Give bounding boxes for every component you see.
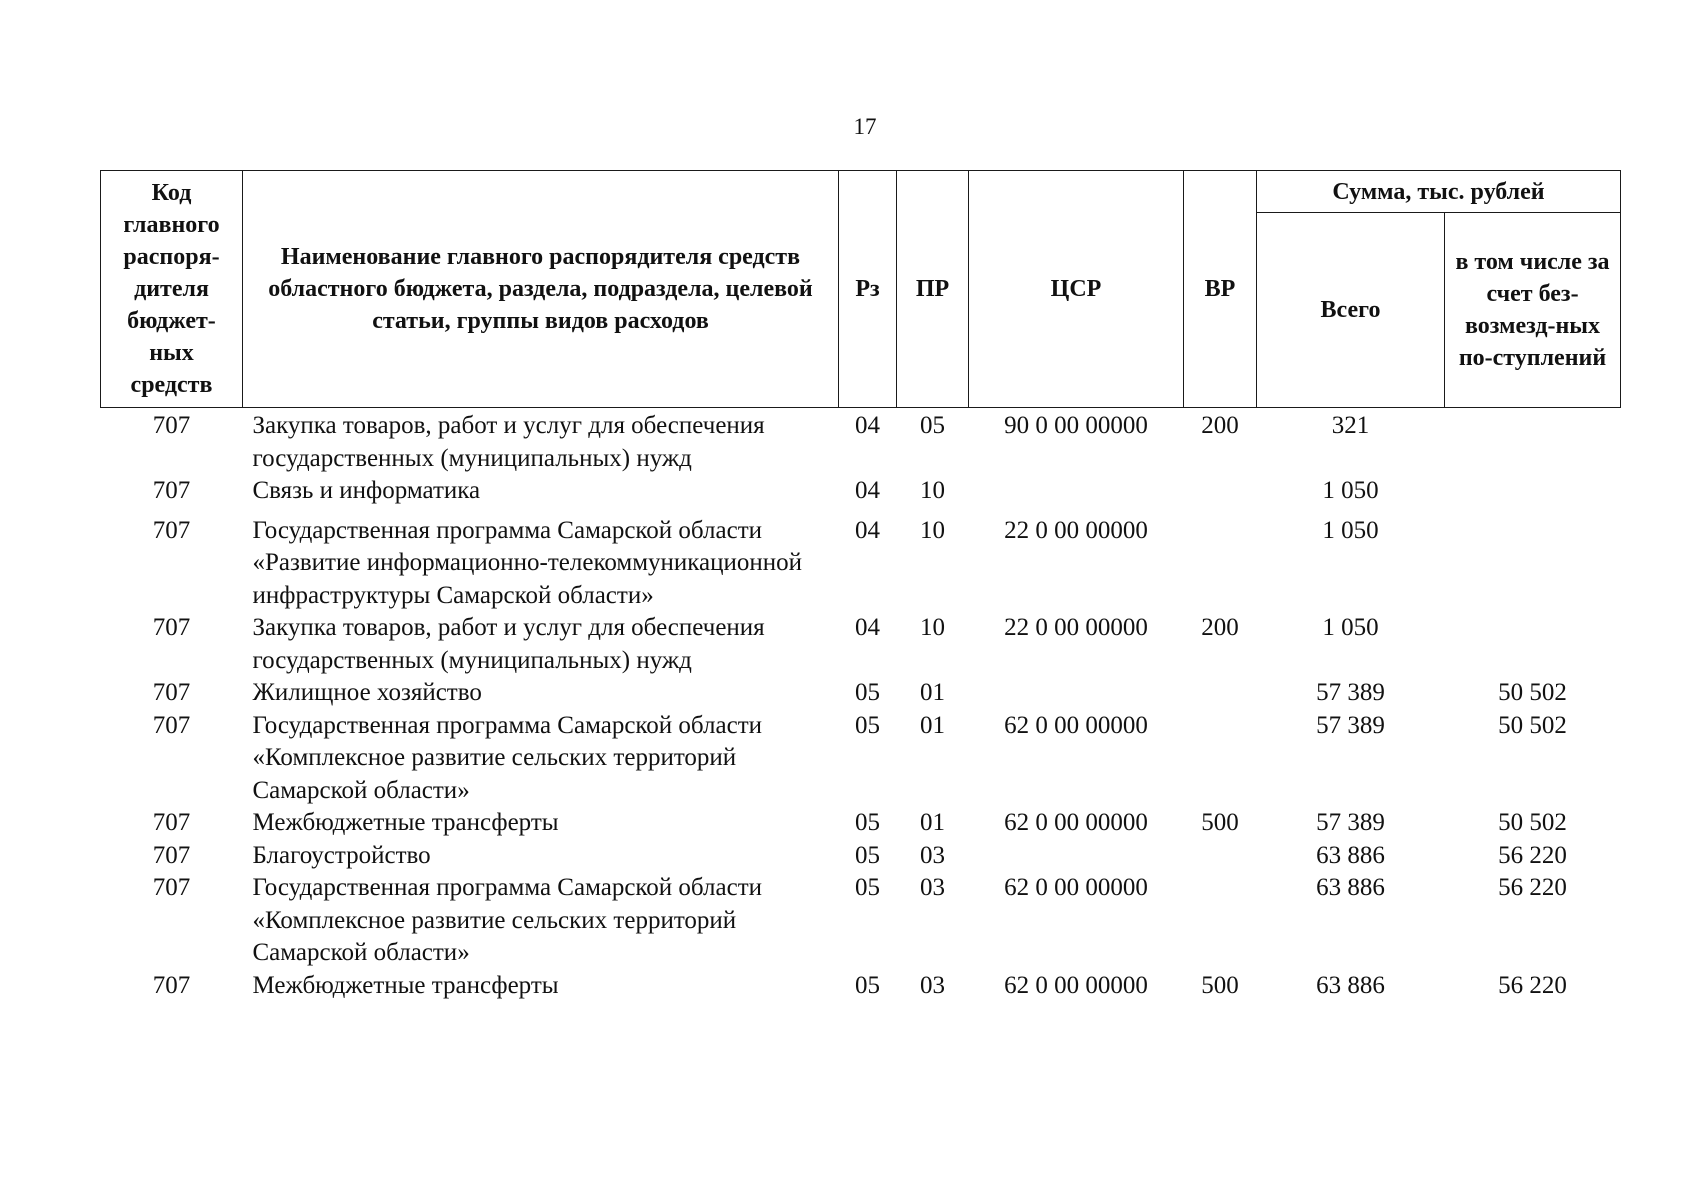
pr-cell: 01	[920, 711, 945, 739]
page-number: 17	[853, 114, 877, 139]
table-row	[101, 840, 1621, 873]
free-cell	[1445, 612, 1621, 677]
table-row	[101, 970, 1621, 1003]
vr-cell	[1184, 710, 1257, 808]
pr-cell: 10	[920, 516, 945, 544]
code-cell: 707	[152, 679, 191, 706]
name-cell: Государственная программа Самарской области «Комплексное развитие сельских территорий Самарской области»	[252, 874, 762, 966]
pr-cell: 03	[920, 874, 945, 901]
vr-cell	[1184, 508, 1257, 613]
vr-cell	[1184, 840, 1257, 873]
vr-cell: 200	[1201, 614, 1239, 641]
header-name: Наименование главного распорядителя средств областного бюджета, раздела, подраздела, целевой статьи, группы видов расходов	[243, 171, 839, 408]
code-cell: 707	[152, 412, 191, 439]
rz-cell: 05	[855, 874, 880, 901]
csr-cell: 62 0 00 00000	[1004, 711, 1148, 739]
rz-cell: 04	[855, 614, 880, 641]
code-cell: 707	[152, 614, 191, 641]
total-cell: 1 050	[1322, 614, 1379, 641]
total-cell: 57 389	[1316, 711, 1385, 739]
pr-cell: 03	[920, 841, 945, 869]
rz-cell: 04	[855, 477, 880, 504]
name-cell: Межбюджетные трансферты	[252, 971, 559, 999]
free-cell: 50 502	[1498, 679, 1567, 706]
table-row	[101, 408, 1621, 476]
name-cell: Жилищное хозяйство	[252, 679, 482, 706]
pr-cell: 05	[920, 412, 945, 439]
code-cell: 707	[152, 874, 191, 901]
table-row	[101, 475, 1621, 508]
budget-table	[100, 170, 1621, 1002]
code-cell: 707	[152, 809, 191, 836]
free-cell	[1445, 475, 1621, 508]
table-body	[101, 408, 1621, 1003]
code-cell: 707	[152, 971, 191, 999]
table-row	[101, 710, 1621, 808]
name-cell: Благоустройство	[252, 841, 431, 869]
code-cell: 707	[152, 711, 191, 739]
total-cell: 57 389	[1316, 809, 1385, 836]
csr-cell	[969, 840, 1184, 873]
header-sum-total: Всего	[1257, 213, 1445, 408]
header-vr: ВР	[1184, 171, 1257, 408]
code-cell: 707	[152, 477, 191, 504]
pr-cell: 01	[920, 809, 945, 836]
header-sum-free: в том числе за счет без-возмезд-ных по-ступлений	[1445, 213, 1621, 408]
free-cell: 56 220	[1498, 874, 1567, 901]
vr-cell: 500	[1201, 809, 1239, 836]
rz-cell: 04	[855, 412, 880, 439]
total-cell: 63 886	[1316, 874, 1385, 901]
rz-cell: 05	[855, 679, 880, 706]
csr-cell: 22 0 00 00000	[1004, 516, 1148, 544]
free-cell: 50 502	[1498, 711, 1567, 739]
table-header	[101, 171, 1621, 408]
free-cell	[1445, 508, 1621, 613]
total-cell: 63 886	[1316, 971, 1385, 999]
rz-cell: 05	[855, 971, 880, 999]
table-row	[101, 612, 1621, 677]
table-row	[101, 677, 1621, 710]
csr-cell: 62 0 00 00000	[1004, 971, 1148, 999]
csr-cell	[969, 677, 1184, 710]
csr-cell: 22 0 00 00000	[1004, 614, 1148, 641]
total-cell: 57 389	[1316, 679, 1385, 706]
table-row	[101, 872, 1621, 970]
header-csr: ЦСР	[969, 171, 1184, 408]
pr-cell: 10	[920, 614, 945, 641]
csr-cell	[969, 475, 1184, 508]
rz-cell: 05	[855, 841, 880, 869]
pr-cell: 10	[920, 477, 945, 504]
total-cell: 63 886	[1316, 841, 1385, 869]
name-cell: Закупка товаров, работ и услуг для обеспечения государственных (муниципальных) нужд	[252, 412, 765, 472]
name-cell: Государственная программа Самарской области «Комплексное развитие сельских территорий Самарской области»	[252, 711, 762, 804]
table-row	[101, 508, 1621, 613]
free-cell: 56 220	[1498, 971, 1567, 999]
header-sum-group: Сумма, тыс. рублей	[1257, 171, 1621, 213]
rz-cell: 04	[855, 516, 880, 544]
name-cell: Межбюджетные трансферты	[252, 809, 559, 836]
header-rz: Рз	[839, 171, 897, 408]
total-cell: 1 050	[1322, 516, 1379, 544]
total-cell: 1 050	[1322, 477, 1379, 504]
name-cell: Связь и информатика	[252, 477, 481, 504]
code-cell: 707	[152, 841, 191, 869]
free-cell	[1445, 408, 1621, 476]
name-cell: Закупка товаров, работ и услуг для обеспечения государственных (муниципальных) нужд	[252, 614, 765, 674]
vr-cell: 200	[1201, 412, 1239, 439]
rz-cell: 05	[855, 809, 880, 836]
total-cell: 321	[1331, 412, 1370, 439]
csr-cell: 62 0 00 00000	[1004, 874, 1148, 901]
csr-cell: 90 0 00 00000	[1004, 412, 1148, 439]
code-cell: 707	[152, 516, 191, 544]
vr-cell: 500	[1201, 971, 1239, 999]
vr-cell	[1184, 872, 1257, 970]
rz-cell: 05	[855, 711, 880, 739]
table-row	[101, 807, 1621, 840]
pr-cell: 01	[920, 679, 945, 706]
name-cell: Государственная программа Самарской области «Развитие информационно-телекоммуникационной инфраструктуры Самарской области»	[252, 516, 803, 609]
vr-cell	[1184, 475, 1257, 508]
free-cell: 50 502	[1498, 809, 1567, 836]
vr-cell	[1184, 677, 1257, 710]
free-cell: 56 220	[1498, 841, 1567, 869]
header-pr: ПР	[897, 171, 969, 408]
header-code: Код главного распоря-дителя бюджет-ных средств	[101, 171, 243, 408]
csr-cell: 62 0 00 00000	[1004, 809, 1148, 836]
pr-cell: 03	[920, 971, 945, 999]
